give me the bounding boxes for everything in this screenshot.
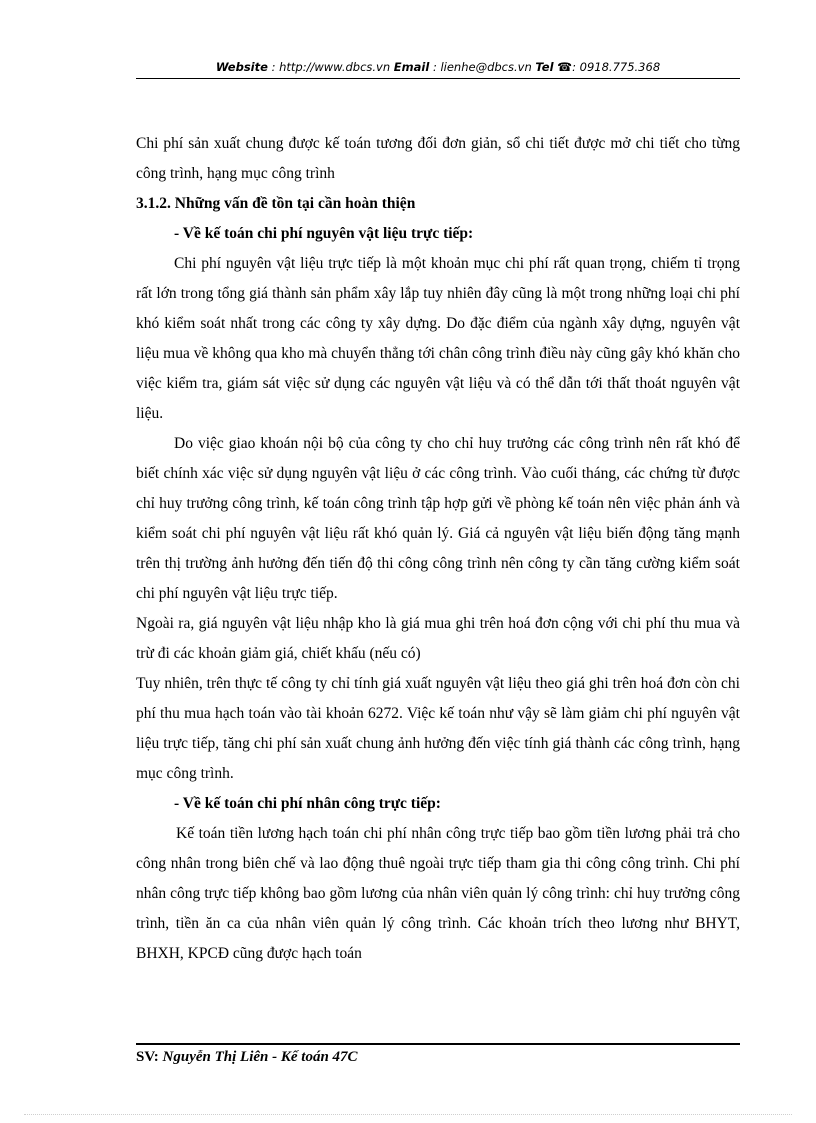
- subheading-material-cost: - Về kế toán chi phí nguyên vật liệu trực tiếp:: [174, 225, 474, 242]
- email-label: Email: [393, 60, 430, 74]
- page-bottom-border: [24, 1114, 792, 1115]
- phone-icon: ☎: [557, 60, 573, 74]
- page-header: [136, 57, 740, 79]
- paragraph-import-price: Ngoài ra, giá nguyên vật liệu nhập kho là giá mua ghi trên hoá đơn cộng với chi phí thu mua và trừ đi các khoản giảm giá, chiết khấu (nếu có): [136, 615, 740, 662]
- section-heading-3-1-2: 3.1.2. Những vấn đề tồn tại cần hoàn thiện: [136, 195, 416, 212]
- document-body: [136, 129, 740, 969]
- paragraph-labor-accounting: Kế toán tiền lương hạch toán chi phí nhân công trực tiếp bao gồm tiền lương phải trả cho công nhân trong biên chế và lao động thuê ngoài trực tiếp tham gia thi công công trình. Chi phí nhân công trực tiếp không bao gồm lương của nhân viên quản lý công trình: chỉ huy trưởng công trình, tiền ăn ca của nhân viên quản lý công trình. Các khoản trích theo lương như BHYT, BHXH, KPCĐ cũng được hạch toán: [136, 825, 740, 962]
- paragraph-material-importance: Chi phí nguyên vật liệu trực tiếp là một khoản mục chi phí rất quan trọng, chiếm tỉ trọng rất lớn trong tổng giá thành sản phẩm xây lắp tuy nhiên đây cũng là một trong những loại chi phí khó kiểm soát nhất trong các công ty xây dựng. Do đặc điểm của ngành xây dựng, nguyên vật liệu mua về không qua kho mà chuyển thẳng tới chân công trình điều này cũng gây khó khăn cho việc kiểm tra, giám sát việc sử dụng các nguyên vật liệu và có thể dẫn tới thất thoát nguyên vật liệu.: [136, 255, 740, 422]
- paragraph-overhead-cost: Chi phí sản xuất chung được kế toán tương đối đơn giản, sổ chi tiết được mở chi tiết cho từng công trình, hạng mục công trình: [136, 135, 740, 182]
- website-url[interactable]: : http://www.dbcs.vn: [271, 60, 391, 74]
- website-label: Website: [215, 60, 268, 74]
- student-name: Nguyễn Thị Liên - Kế toán 47C: [162, 1049, 358, 1065]
- footer-prefix: SV:: [136, 1049, 163, 1065]
- paragraph-internal-contract: Do việc giao khoán nội bộ của công ty cho chỉ huy trưởng các công trình nên rất khó để biết chính xác việc sử dụng nguyên vật liệu ở các công trình. Vào cuối tháng, các chứng từ được chỉ huy trưởng công trình, kế toán công trình tập hợp gửi về phòng kế toán nên việc phản ánh và kiểm soát chi phí nguyên vật liệu rất khó quản lý. Giá cả nguyên vật liệu biến động tăng mạnh trên thị trường ảnh hưởng đến tiến độ thi công công trình nên công ty cần tăng cường kiểm soát chi phí nguyên vật liệu trực tiếp.: [136, 435, 740, 602]
- email-address[interactable]: : lienhe@dbcs.vn: [432, 60, 532, 74]
- page-footer: [136, 1046, 740, 1068]
- paragraph-invoice-price: Tuy nhiên, trên thực tế công ty chỉ tính giá xuất nguyên vật liệu theo giá ghi trên hoá đơn còn chi phí thu mua hạch toán vào tài khoản 6272. Việc kế toán như vậy sẽ làm giảm chi phí nguyên vật liệu trực tiếp, tăng chi phí sản xuất chung ảnh hưởng đến việc tính giá thành các công trình, hạng mục công trình.: [136, 675, 740, 782]
- tel-number: : 0918.775.368: [572, 60, 661, 74]
- tel-label: Tel: [535, 60, 554, 74]
- footer-divider: [136, 1043, 740, 1045]
- subheading-labor-cost: - Về kế toán chi phí nhân công trực tiếp:: [174, 795, 441, 812]
